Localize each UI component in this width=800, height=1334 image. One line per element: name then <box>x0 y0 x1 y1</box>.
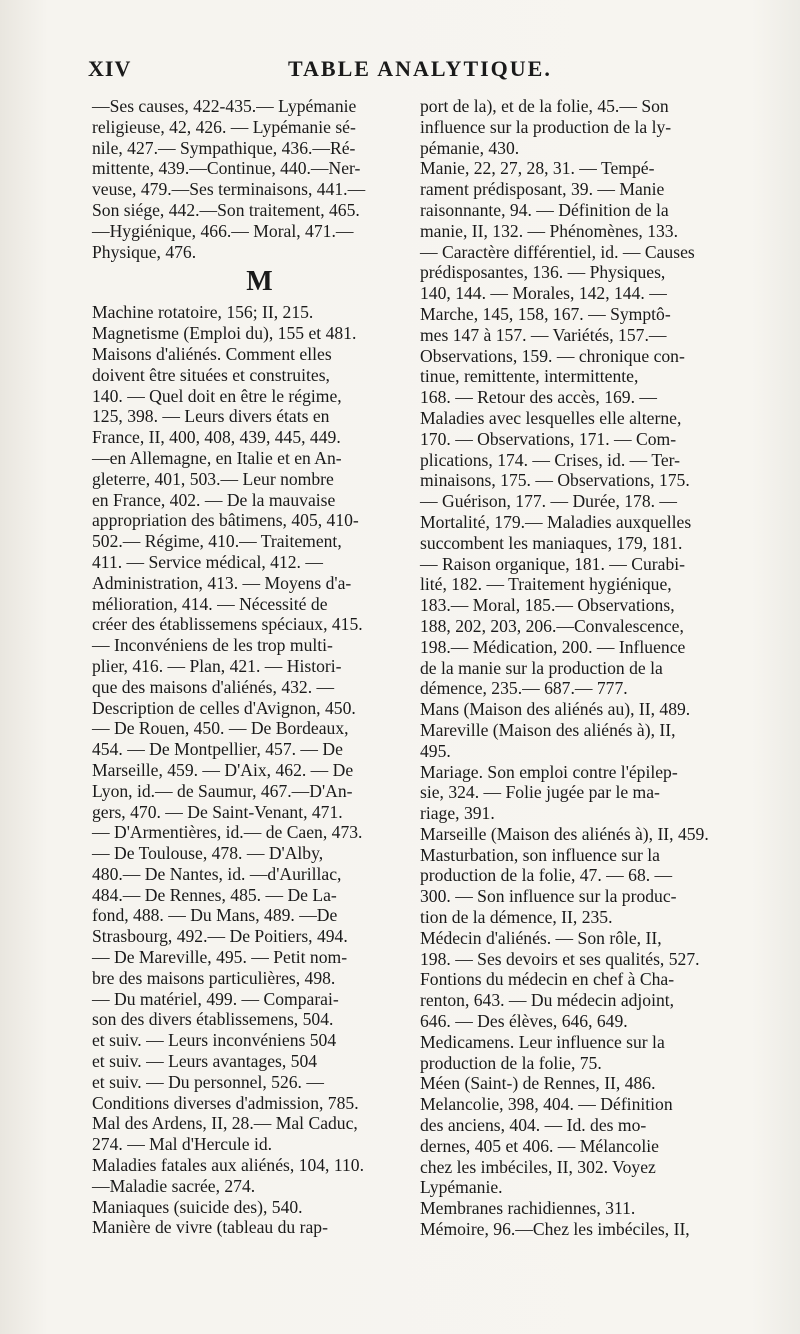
index-line: — Du matériel, 499. — Comparai- <box>92 988 339 1009</box>
index-line: 168. — Retour des accès, 169. — <box>420 387 657 408</box>
index-line: bre des maisons particulières, 498. <box>92 967 336 988</box>
index-line: Maniaques (suicide des), 540. <box>92 1196 303 1217</box>
index-line: manie, II, 132. — Phénomènes, 133. <box>420 220 678 241</box>
index-line: — Raison organique, 181. — Curabi- <box>420 553 686 574</box>
index-line: — Guérison, 177. — Durée, 178. — <box>420 491 678 512</box>
index-line: pémanie, 430. <box>420 137 520 158</box>
index-line: minaisons, 175. — Observations, 175. <box>420 470 690 491</box>
index-line: Observations, 159. — chronique con- <box>420 345 685 366</box>
index-line: production de la folie, 75. <box>420 1052 602 1073</box>
index-line: — D'Armentières, id.— de Caen, 473. <box>92 822 363 843</box>
index-line: Strasbourg, 492.— De Poitiers, 494. <box>92 926 348 947</box>
index-line: — De Toulouse, 478. — D'Alby, <box>92 843 324 864</box>
index-line: 183.— Moral, 185.— Observations, <box>420 595 675 616</box>
index-line: dernes, 405 et 406. — Mélancolie <box>420 1135 659 1156</box>
index-line: 274. — Mal d'Hercule id. <box>92 1134 273 1155</box>
index-line: mittente, 439.—Continue, 440.—Ner- <box>92 158 361 179</box>
index-line: Mémoire, 96.—Chez les imbéciles, II, <box>420 1219 690 1240</box>
index-line: mélioration, 414. — Nécessité de <box>92 593 328 614</box>
page-header <box>88 52 748 88</box>
index-line: port de la), et de la folie, 45.— Son <box>420 96 669 116</box>
index-line: Son siége, 442.—Son traitement, 465. <box>92 199 360 220</box>
index-line: gers, 470. — De Saint-Venant, 471. <box>92 801 343 822</box>
index-line: 411. — Service médical, 412. — <box>92 551 323 572</box>
index-line: chez les imbéciles, II, 302. Voyez <box>420 1156 656 1177</box>
index-line: Masturbation, son influence sur la <box>420 844 660 865</box>
index-line: Medicamens. Leur influence sur la <box>420 1031 665 1052</box>
index-line: Lypémanie. <box>420 1177 503 1198</box>
index-line: 646. — Des élèves, 646, 649. <box>420 1011 628 1032</box>
index-line: Description de celles d'Avignon, 450. <box>92 697 356 718</box>
index-line: Magnetisme (Emploi du), 155 et 481. <box>92 323 357 344</box>
index-line: Mariage. Son emploi contre l'épilep- <box>420 761 678 782</box>
index-line: Membranes rachidiennes, 311. <box>420 1198 636 1219</box>
index-line: des anciens, 404. — Id. des mo- <box>420 1115 647 1136</box>
index-line: fond, 488. — Du Mans, 489. —De <box>92 905 338 926</box>
index-line: nile, 427.— Sympathique, 436.—Ré- <box>92 137 356 158</box>
index-line: Manière de vivre (tableau du rap- <box>92 1217 328 1238</box>
running-title: TABLE ANALYTIQUE. <box>288 56 552 81</box>
index-line: — De Rouen, 450. — De Bordeaux, <box>92 718 349 739</box>
index-line: 140, 144. — Morales, 142, 144. — <box>420 283 667 304</box>
index-line: plications, 174. — Crises, id. — Ter- <box>420 449 681 470</box>
index-line: Maladies avec lesquelles elle alterne, <box>420 407 682 428</box>
index-line: veuse, 479.—Ses terminaisons, 441.— <box>92 179 366 200</box>
index-line: appropriation des bâtimens, 405, 410- <box>92 510 359 531</box>
index-line: raisonnante, 94. — Définition de la <box>420 199 669 220</box>
index-line: 484.— De Rennes, 485. — De La- <box>92 884 337 905</box>
index-line: sie, 324. — Folie jugée par le ma- <box>420 782 660 803</box>
index-line: Fontions du médecin en chef à Cha- <box>420 969 675 990</box>
index-line: — Inconvéniens de les trop multi- <box>92 635 333 656</box>
index-line: Marche, 145, 158, 167. — Symptô- <box>420 303 671 324</box>
index-line: Physique, 476. <box>92 241 197 262</box>
index-line: 140. — Quel doit en être le régime, <box>92 385 342 406</box>
index-line: que des maisons d'aliénés, 432. — <box>92 676 335 697</box>
index-line: —en Allemagne, en Italie et en An- <box>92 447 342 468</box>
index-line: France, II, 400, 408, 439, 445, 449. <box>92 427 341 448</box>
index-line: Mareville (Maison des aliénés à), II, <box>420 719 676 740</box>
index-line: Lyon, id.— de Saumur, 467.—D'An- <box>92 780 353 801</box>
index-line: 300. — Son influence sur la produc- <box>420 886 677 907</box>
index-line: doivent être situées et construites, <box>92 364 330 385</box>
index-line: et suiv. — Leurs avantages, 504 <box>92 1051 318 1072</box>
index-line: influence sur la production de la ly- <box>420 116 672 137</box>
index-line: plier, 416. — Plan, 421. — Histori- <box>92 655 342 676</box>
index-line: son des divers établissemens, 504. <box>92 1009 334 1030</box>
index-line: en France, 402. — De la mauvaise <box>92 489 336 510</box>
index-line: Machine rotatoire, 156; II, 215. <box>92 302 314 323</box>
left-column <box>92 96 427 1238</box>
index-line: —Maladie sacrée, 274. <box>92 1175 256 1196</box>
index-line: lité, 182. — Traitement hygiénique, <box>420 574 672 595</box>
index-line: Manie, 22, 27, 28, 31. — Tempé- <box>420 158 655 179</box>
right-column <box>420 96 760 1240</box>
page-number: XIV <box>88 56 132 81</box>
index-line: —Ses causes, 422-435.— Lypémanie <box>92 96 357 116</box>
index-line: gleterre, 401, 503.— Leur nombre <box>92 468 334 489</box>
index-line: 480.— De Nantes, id. —d'Aurillac, <box>92 863 342 884</box>
index-line: de la manie sur la production de la <box>420 657 663 678</box>
index-line: Mortalité, 179.— Maladies auxquelles <box>420 511 692 532</box>
index-line: 188, 202, 203, 206.—Convalescence, <box>420 615 684 636</box>
index-line: riage, 391. <box>420 803 495 824</box>
index-line: 198. — Ses devoirs et ses qualités, 527. <box>420 948 700 969</box>
index-line: Conditions diverses d'admission, 785. <box>92 1092 359 1113</box>
index-line: prédisposantes, 136. — Physiques, <box>420 262 666 283</box>
index-line: tion de la démence, II, 235. <box>420 907 613 928</box>
index-line: Mans (Maison des aliénés au), II, 489. <box>420 699 691 720</box>
index-line: 502.— Régime, 410.— Traitement, <box>92 531 342 552</box>
index-line: renton, 643. — Du médecin adjoint, <box>420 990 675 1011</box>
index-line: 198.— Médication, 200. — Influence <box>420 636 686 657</box>
index-line: Maladies fatales aux aliénés, 104, 110. <box>92 1155 364 1176</box>
index-line: Mal des Ardens, II, 28.— Mal Caduc, <box>92 1113 358 1134</box>
index-line: et suiv. — Leurs inconvéniens 504 <box>92 1030 337 1051</box>
index-line: Melancolie, 398, 404. — Définition <box>420 1094 673 1115</box>
index-line: Médecin d'aliénés. — Son rôle, II, <box>420 927 662 948</box>
index-line: Marseille (Maison des aliénés à), II, 459. <box>420 823 709 844</box>
index-line: tinue, remittente, intermittente, <box>420 366 639 387</box>
section-letter: M <box>246 266 273 298</box>
index-line: rament prédisposant, 39. — Manie <box>420 179 665 200</box>
index-line: 125, 398. — Leurs divers états en <box>92 406 330 427</box>
index-line: démence, 235.— 687.— 777. <box>420 678 628 699</box>
index-line: Marseille, 459. — D'Aix, 462. — De <box>92 759 354 780</box>
index-line: 170. — Observations, 171. — Com- <box>420 428 677 449</box>
index-line: Méen (Saint-) de Rennes, II, 486. <box>420 1073 656 1094</box>
index-line: succombent les maniaques, 179, 181. <box>420 532 683 553</box>
index-line: et suiv. — Du personnel, 526. — <box>92 1071 324 1092</box>
index-line: religieuse, 42, 426. — Lypémanie sé- <box>92 116 356 137</box>
index-line: 495. <box>420 740 451 761</box>
index-line: créer des établissemens spéciaux, 415. <box>92 614 363 635</box>
index-line: Maisons d'aliénés. Comment elles <box>92 343 332 364</box>
index-line: 454. — De Montpellier, 457. — De <box>92 739 343 760</box>
index-line: — De Mareville, 495. — Petit nom- <box>92 947 348 968</box>
index-line: Administration, 413. — Moyens d'a- <box>92 572 352 593</box>
index-line: production de la folie, 47. — 68. — <box>420 865 673 886</box>
index-line: mes 147 à 157. — Variétés, 157.— <box>420 324 667 345</box>
index-line: —Hygiénique, 466.— Moral, 471.— <box>92 220 354 241</box>
index-line: — Caractère différentiel, id. — Causes <box>420 241 695 262</box>
